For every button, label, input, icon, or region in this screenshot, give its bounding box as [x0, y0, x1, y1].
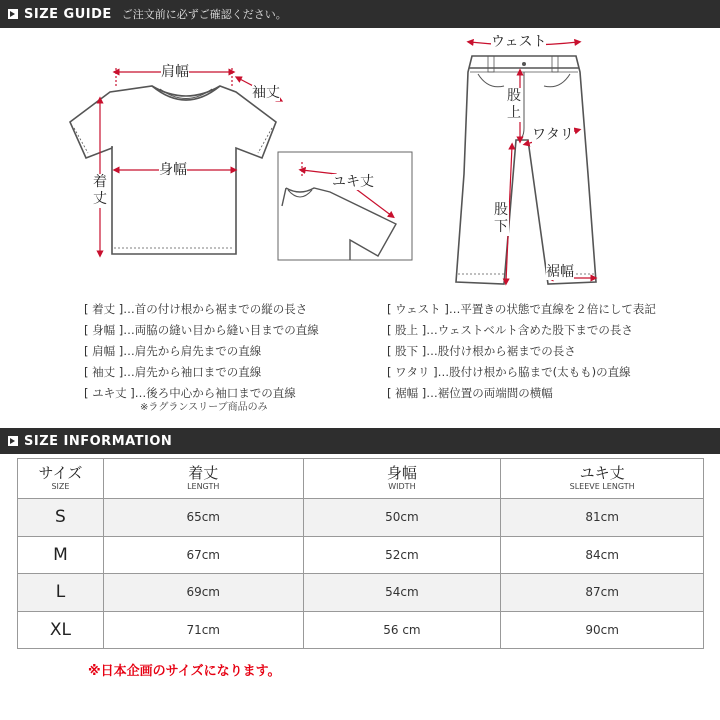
- cell-sleeve-length: 87cm: [501, 574, 704, 612]
- table-header-row: [18, 459, 704, 499]
- cell-length: 65cm: [103, 499, 303, 537]
- table-row: [18, 536, 704, 574]
- size-info-title: SIZE INFORMATION: [24, 433, 173, 449]
- label-sleeve: 袖丈: [252, 85, 280, 101]
- legend-right: [387, 302, 656, 407]
- legend-item: [ 裾幅 ]…裾位置の両端間の横幅: [387, 386, 553, 400]
- legend-item: [ ユキ丈 ]…後ろ中心から袖口までの直線: [84, 386, 296, 400]
- table-row: [18, 611, 704, 649]
- size-guide-title: SIZE GUIDE: [24, 6, 112, 22]
- legend-item: [ 身幅 ]…両脇の縫い目から縫い目までの直線: [84, 323, 319, 337]
- legend-item: [ ウェスト ]…平置きの状態で直線を２倍にして表記: [387, 302, 656, 316]
- label-waist: ウェスト: [491, 34, 547, 50]
- header-width: 身幅 WIDTH: [303, 459, 501, 499]
- pants-illustration: [456, 56, 596, 284]
- cell-sleeve-length: 81cm: [501, 499, 704, 537]
- label-rise: 股上: [507, 88, 521, 121]
- cell-length: 71cm: [103, 611, 303, 649]
- label-inseam: 股下: [494, 202, 508, 235]
- arrow-tag-icon: [8, 436, 18, 446]
- footnote: ※日本企画のサイズになります。: [88, 664, 281, 679]
- legend-left: [84, 302, 319, 415]
- legend-item: [ ワタリ ]…股付け根から脇まで(太もも)の直線: [387, 365, 631, 379]
- size-guide-note: ご注文前に必ずご確認ください。: [121, 8, 287, 21]
- cell-sleeve-length: 90cm: [501, 611, 704, 649]
- cell-size: S: [18, 499, 104, 537]
- size-info-header: [0, 428, 720, 454]
- cell-width: 54cm: [303, 574, 501, 612]
- cell-width: 52cm: [303, 536, 501, 574]
- legend-item: [ 股上 ]…ウェストベルト含めた股下までの長さ: [387, 323, 633, 337]
- header-length: 着丈 LENGTH: [103, 459, 303, 499]
- label-hem: 裾幅: [546, 264, 574, 280]
- size-table: [17, 458, 704, 649]
- header-size: サイズ SIZE: [18, 459, 104, 499]
- cell-sleeve-length: 84cm: [501, 536, 704, 574]
- legend-item: [ 肩幅 ]…肩先から肩先までの直線: [84, 344, 262, 358]
- cell-width: 50cm: [303, 499, 501, 537]
- legend-item: [ 着丈 ]…首の付け根から裾までの縦の長さ: [84, 302, 308, 316]
- legend-item: [ 股下 ]…股付け根から裾までの長さ: [387, 344, 576, 358]
- cell-size: L: [18, 574, 104, 612]
- label-shoulder: 肩幅: [161, 64, 189, 80]
- cell-length: 67cm: [103, 536, 303, 574]
- label-yuki: ユキ丈: [332, 174, 374, 190]
- header-sleeve-length: ユキ丈 SLEEVE LENGTH: [501, 459, 704, 499]
- arrow-tag-icon: [8, 9, 18, 19]
- cell-size: M: [18, 536, 104, 574]
- table-row: [18, 574, 704, 612]
- raglan-detail: [278, 152, 412, 260]
- legend-note: ※ラグランスリーブ商品のみ: [140, 402, 268, 413]
- garment-illustration: [0, 28, 720, 296]
- label-body-width: 身幅: [159, 162, 187, 178]
- cell-size: XL: [18, 611, 104, 649]
- legend-item: [ 袖丈 ]…肩先から袖口までの直線: [84, 365, 262, 379]
- label-thigh: ワタリ: [532, 127, 574, 143]
- cell-length: 69cm: [103, 574, 303, 612]
- size-guide-header: [0, 0, 720, 28]
- garment-diagrams: [0, 28, 720, 296]
- label-length: 着丈: [93, 174, 107, 207]
- table-row: [18, 499, 704, 537]
- cell-width: 56 cm: [303, 611, 501, 649]
